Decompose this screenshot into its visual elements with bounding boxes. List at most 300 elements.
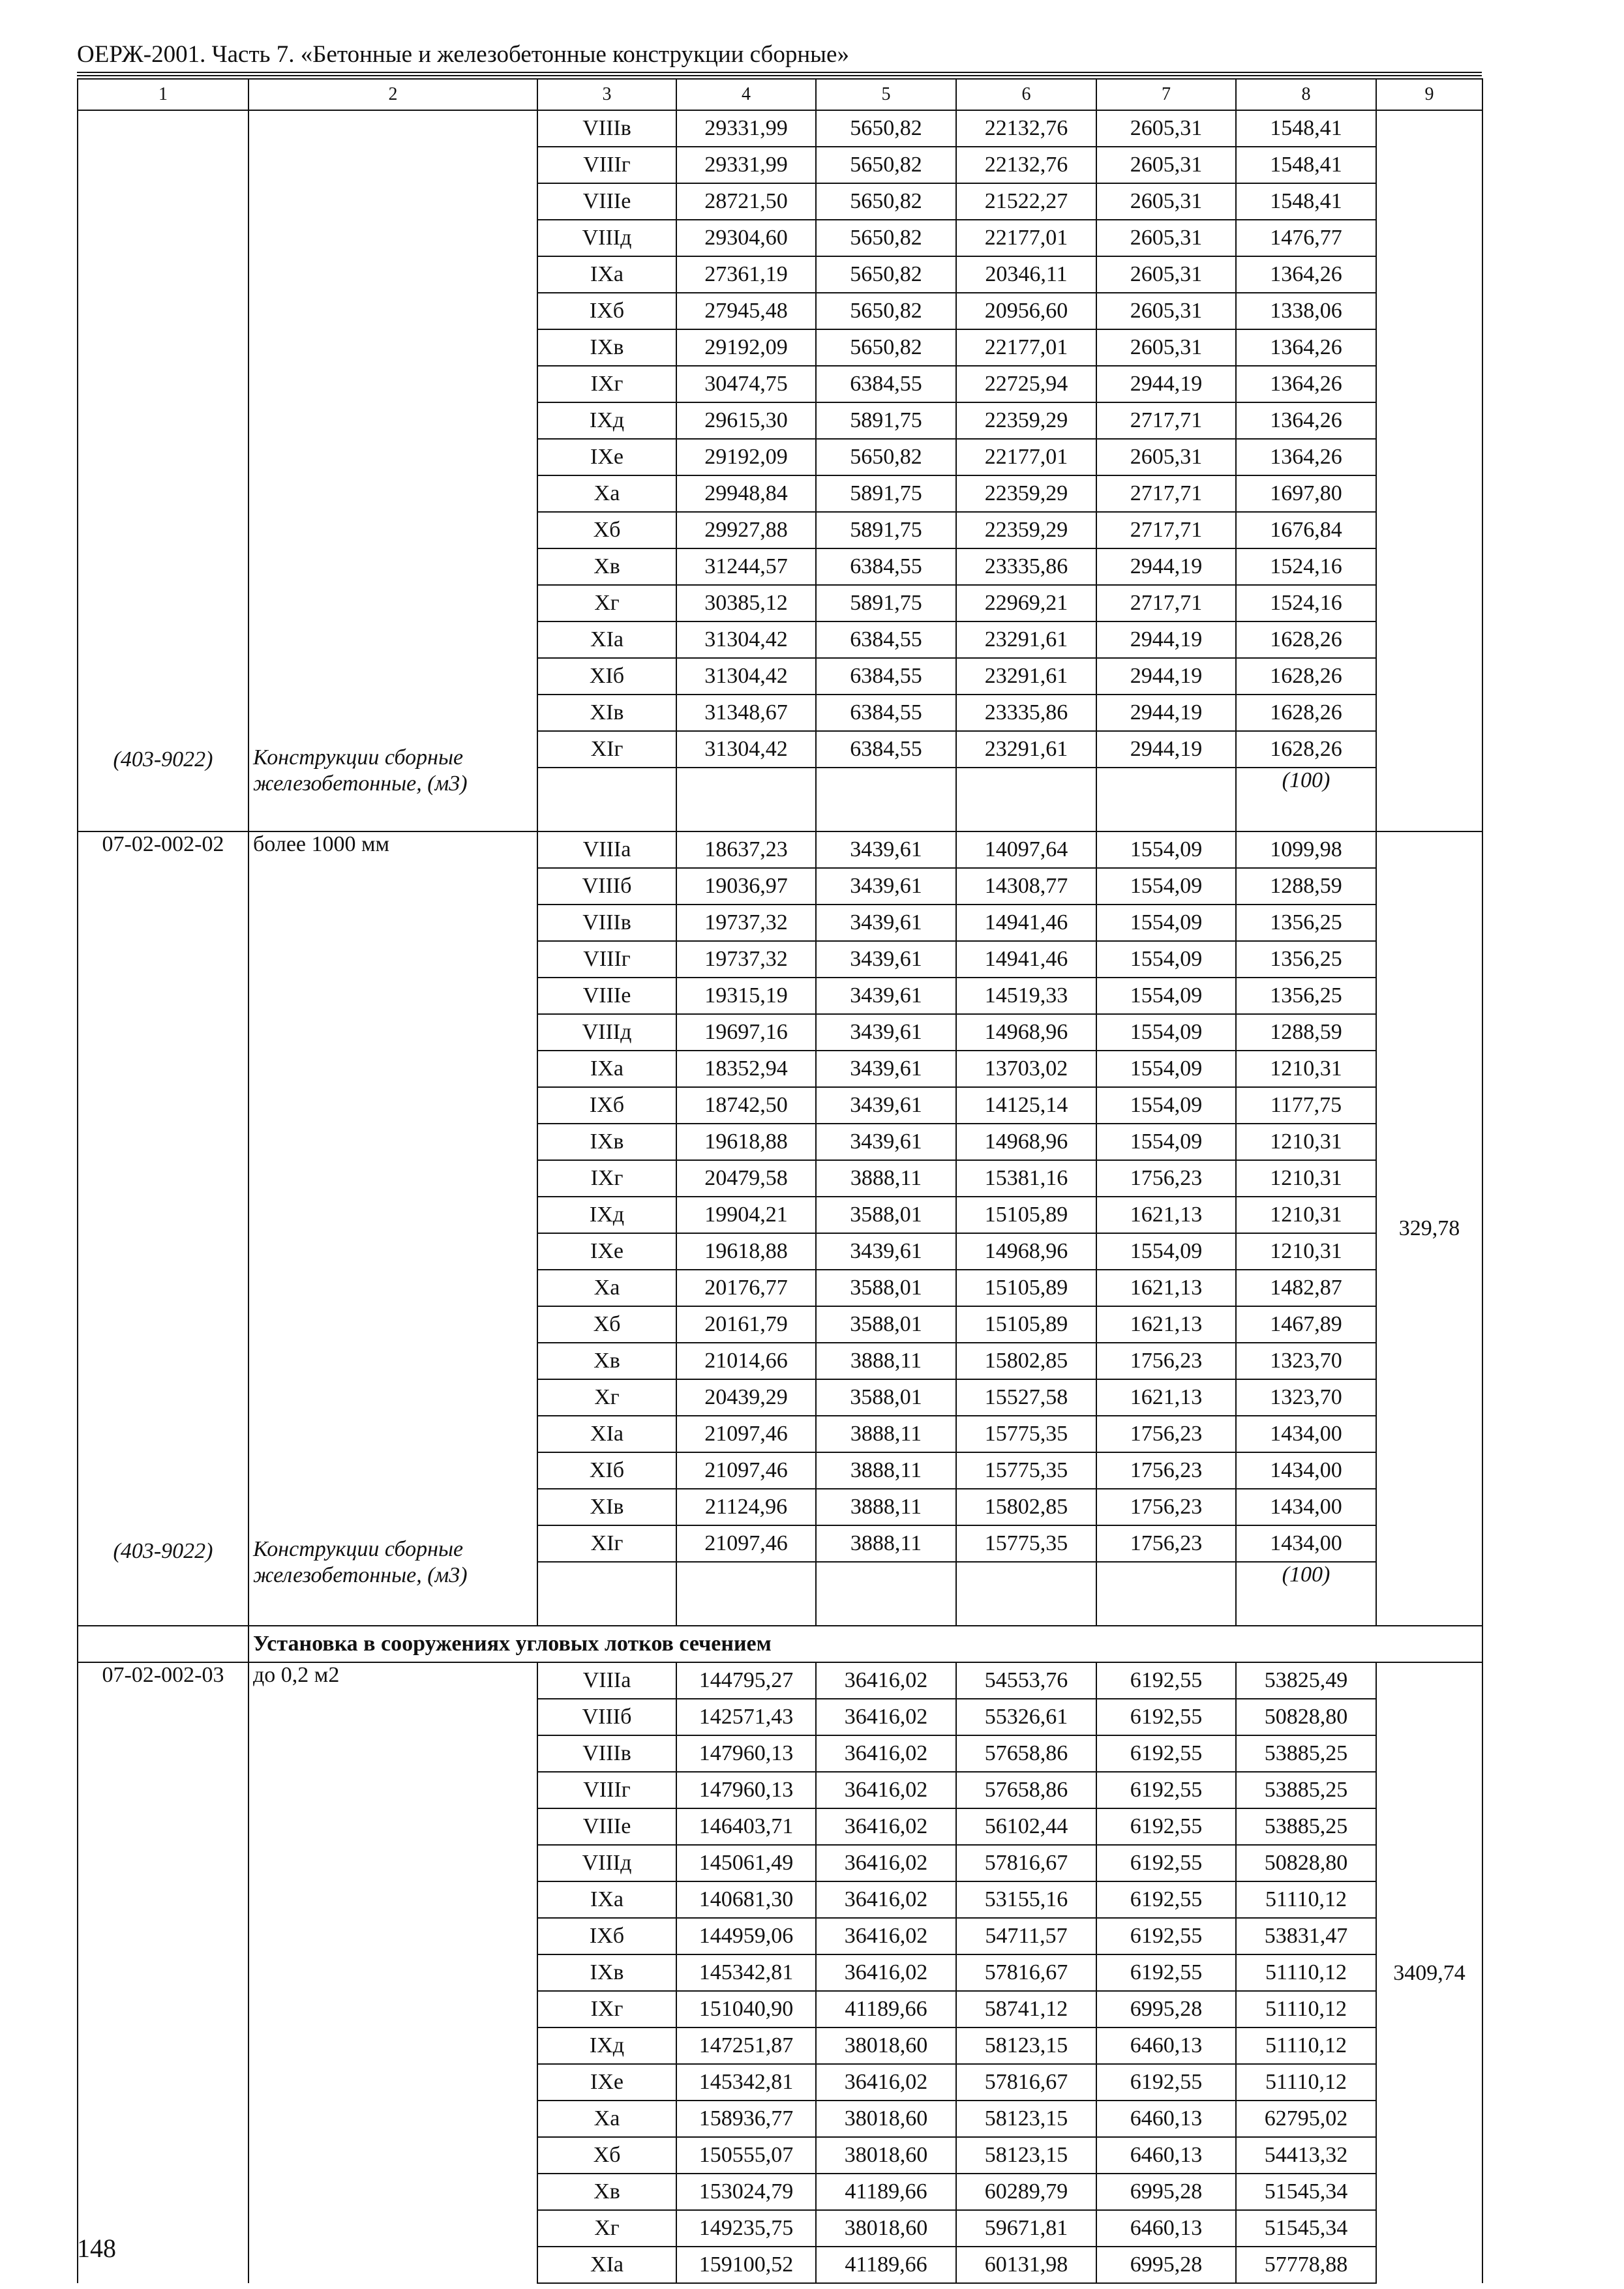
- header-rule-top: [77, 72, 1482, 73]
- cell-col5: 5650,82: [816, 329, 956, 366]
- cell-col7: 6192,55: [1096, 1735, 1236, 1772]
- table-row: [78, 831, 1482, 868]
- cell-col4: 29331,99: [676, 147, 816, 183]
- cell-col5: 6384,55: [816, 548, 956, 585]
- cell-col6: 60289,79: [956, 2174, 1096, 2210]
- cell-col6: 56102,44: [956, 1808, 1096, 1845]
- cell-col8: 1364,26: [1236, 329, 1376, 366]
- cell-col3: VIIIв: [537, 1735, 676, 1772]
- cell-col3: XIa: [537, 2247, 676, 2283]
- cell-col4: 140681,30: [676, 1881, 816, 1918]
- cell-col8: 1323,70: [1236, 1379, 1376, 1416]
- cell-col4: 144959,06: [676, 1918, 816, 1954]
- document-header: ОЕРЖ-2001. Часть 7. «Бетонные и железобетонные конструкции сборные»: [77, 41, 849, 68]
- table-row: [78, 1662, 1482, 1699]
- table-row: [78, 110, 1482, 147]
- cell-col6: 15775,35: [956, 1452, 1096, 1489]
- cell-col8: 1548,41: [1236, 183, 1376, 220]
- section-code-cell: [78, 1626, 248, 1662]
- cell-col6: 22969,21: [956, 585, 1096, 621]
- cell-col3: IXг: [537, 366, 676, 402]
- cell-col3: VIIIг: [537, 941, 676, 978]
- cell-col6: 22132,76: [956, 147, 1096, 183]
- cell-col8: 51545,34: [1236, 2174, 1376, 2210]
- cell-col3: IXe: [537, 439, 676, 475]
- cell-col6: 13703,02: [956, 1051, 1096, 1087]
- cell-col4: 145342,81: [676, 1954, 816, 1991]
- cell-col6: 59671,81: [956, 2210, 1096, 2247]
- cell-col7: 1554,09: [1096, 831, 1236, 868]
- cell-col6: 22725,94: [956, 366, 1096, 402]
- cell-col7: 1554,09: [1096, 868, 1236, 905]
- cell-col3: Xв: [537, 1343, 676, 1379]
- cell-col5: 36416,02: [816, 1772, 956, 1808]
- cell-col4: 21014,66: [676, 1343, 816, 1379]
- cell-col5: 3888,11: [816, 1343, 956, 1379]
- cell-col3: IXд: [537, 2027, 676, 2064]
- cell-col8: 53831,47: [1236, 1918, 1376, 1954]
- cell-col4: 29304,60: [676, 220, 816, 256]
- cell-col8: 1548,41: [1236, 110, 1376, 147]
- cell-col3: IXг: [537, 1991, 676, 2027]
- empty-cell: [816, 1562, 956, 1626]
- cell-col8: 1099,98: [1236, 831, 1376, 868]
- cell-col7: 2944,19: [1096, 658, 1236, 695]
- cell-col6: 22177,01: [956, 329, 1096, 366]
- cell-col8: 1210,31: [1236, 1160, 1376, 1197]
- cell-col6: 58123,15: [956, 2027, 1096, 2064]
- cell-col4: 19697,16: [676, 1014, 816, 1051]
- cell-col8: 1356,25: [1236, 905, 1376, 941]
- cell-col6: 15105,89: [956, 1306, 1096, 1343]
- cell-col5: 3588,01: [816, 1270, 956, 1306]
- cell-col8: 53885,25: [1236, 1772, 1376, 1808]
- cell-col7: 6192,55: [1096, 1699, 1236, 1735]
- cell-col5: 3888,11: [816, 1525, 956, 1562]
- cell-col5: 41189,66: [816, 2247, 956, 2283]
- cell-col3: VIIIe: [537, 1808, 676, 1845]
- cell-col4: 31304,42: [676, 658, 816, 695]
- cell-col4: 21097,46: [676, 1416, 816, 1452]
- cell-col3: IXб: [537, 293, 676, 329]
- cell-col4: 30474,75: [676, 366, 816, 402]
- cell-col8: 1288,59: [1236, 1014, 1376, 1051]
- cell-col3: Xб: [537, 1306, 676, 1343]
- cell-col4: 19904,21: [676, 1197, 816, 1233]
- cell-col6: 58123,15: [956, 2101, 1096, 2137]
- cell-col5: 5650,82: [816, 147, 956, 183]
- cell-col7: 1554,09: [1096, 1051, 1236, 1087]
- empty-cell: [1096, 1562, 1236, 1626]
- empty-cell: [1096, 768, 1236, 831]
- cell-col6: 15802,85: [956, 1489, 1096, 1525]
- column-9-value: 329,78: [1376, 831, 1482, 1626]
- cell-col7: 2605,31: [1096, 293, 1236, 329]
- cell-col6: 57658,86: [956, 1735, 1096, 1772]
- cell-col3: Xв: [537, 2174, 676, 2210]
- rate-name: [248, 110, 537, 831]
- cell-col4: 147960,13: [676, 1735, 816, 1772]
- cell-col4: 18352,94: [676, 1051, 816, 1087]
- column-number: 7: [1096, 79, 1236, 110]
- cell-col4: 153024,79: [676, 2174, 816, 2210]
- cell-col6: 54711,57: [956, 1918, 1096, 1954]
- cell-col3: Xб: [537, 512, 676, 548]
- cell-col5: 5891,75: [816, 585, 956, 621]
- cell-col8: 1210,31: [1236, 1233, 1376, 1270]
- cell-col3: VIIIд: [537, 1845, 676, 1881]
- cell-col8: 1697,80: [1236, 475, 1376, 512]
- cell-col3: IXв: [537, 1124, 676, 1160]
- cell-col7: 6460,13: [1096, 2027, 1236, 2064]
- cell-col5: 3888,11: [816, 1416, 956, 1452]
- column-number: 6: [956, 79, 1096, 110]
- cell-col4: 27945,48: [676, 293, 816, 329]
- cell-col6: 57658,86: [956, 1772, 1096, 1808]
- cell-col3: VIIIб: [537, 1699, 676, 1735]
- cell-col7: 2605,31: [1096, 220, 1236, 256]
- cell-col8: 62795,02: [1236, 2101, 1376, 2137]
- cell-col5: 5891,75: [816, 512, 956, 548]
- cell-col8: 1548,41: [1236, 147, 1376, 183]
- cell-col4: 30385,12: [676, 585, 816, 621]
- rate-code: 07-02-002-03: [78, 1662, 248, 2283]
- cell-col3: VIIIг: [537, 1772, 676, 1808]
- resource-note-unit: (100): [1236, 768, 1376, 831]
- cell-col7: 1621,13: [1096, 1197, 1236, 1233]
- cell-col4: 21124,96: [676, 1489, 816, 1525]
- cell-col3: XIв: [537, 1489, 676, 1525]
- cell-col4: 19737,32: [676, 941, 816, 978]
- cell-col4: 145342,81: [676, 2064, 816, 2101]
- cell-col5: 36416,02: [816, 1662, 956, 1699]
- cell-col5: 36416,02: [816, 1699, 956, 1735]
- cell-col6: 15802,85: [956, 1343, 1096, 1379]
- cell-col8: 1177,75: [1236, 1087, 1376, 1124]
- cell-col4: 20161,79: [676, 1306, 816, 1343]
- cell-col4: 29331,99: [676, 110, 816, 147]
- cell-col4: 145061,49: [676, 1845, 816, 1881]
- cell-col5: 3439,61: [816, 1233, 956, 1270]
- cell-col7: 2605,31: [1096, 256, 1236, 293]
- cell-col4: 28721,50: [676, 183, 816, 220]
- rates-table: [77, 78, 1483, 2284]
- cell-col5: 36416,02: [816, 2064, 956, 2101]
- cell-col7: 1554,09: [1096, 905, 1236, 941]
- cell-col7: 1756,23: [1096, 1525, 1236, 1562]
- cell-col6: 21522,27: [956, 183, 1096, 220]
- cell-col6: 22132,76: [956, 110, 1096, 147]
- cell-col6: 15105,89: [956, 1197, 1096, 1233]
- resource-note-code: (403-9022): [113, 1539, 213, 1563]
- cell-col7: 1756,23: [1096, 1160, 1236, 1197]
- cell-col7: 1621,13: [1096, 1306, 1236, 1343]
- cell-col4: 27361,19: [676, 256, 816, 293]
- cell-col6: 60131,98: [956, 2247, 1096, 2283]
- cell-col5: 6384,55: [816, 621, 956, 658]
- resource-note-unit: (100): [1236, 1562, 1376, 1626]
- cell-col7: 2605,31: [1096, 147, 1236, 183]
- cell-col6: 54553,76: [956, 1662, 1096, 1699]
- cell-col6: 57816,67: [956, 1845, 1096, 1881]
- cell-col3: VIIIe: [537, 978, 676, 1014]
- cell-col7: 2605,31: [1096, 110, 1236, 147]
- cell-col3: IXб: [537, 1918, 676, 1954]
- cell-col3: VIIIa: [537, 831, 676, 868]
- cell-col7: 2717,71: [1096, 475, 1236, 512]
- cell-col5: 41189,66: [816, 1991, 956, 2027]
- cell-col7: 1554,09: [1096, 1233, 1236, 1270]
- cell-col7: 1554,09: [1096, 941, 1236, 978]
- cell-col7: 2717,71: [1096, 402, 1236, 439]
- cell-col3: XIг: [537, 1525, 676, 1562]
- cell-col8: 1434,00: [1236, 1416, 1376, 1452]
- cell-col3: IXe: [537, 2064, 676, 2101]
- cell-col7: 1756,23: [1096, 1489, 1236, 1525]
- cell-col7: 1756,23: [1096, 1452, 1236, 1489]
- cell-col5: 3888,11: [816, 1489, 956, 1525]
- cell-col6: 22359,29: [956, 402, 1096, 439]
- cell-col5: 3439,61: [816, 831, 956, 868]
- cell-col7: 1554,09: [1096, 1014, 1236, 1051]
- cell-col6: 53155,16: [956, 1881, 1096, 1918]
- cell-col5: 3888,11: [816, 1452, 956, 1489]
- cell-col4: 146403,71: [676, 1808, 816, 1845]
- cell-col7: 6192,55: [1096, 1918, 1236, 1954]
- cell-col8: 1524,16: [1236, 548, 1376, 585]
- cell-col5: 5650,82: [816, 256, 956, 293]
- cell-col8: 1524,16: [1236, 585, 1376, 621]
- cell-col6: 23291,61: [956, 621, 1096, 658]
- cell-col5: 36416,02: [816, 1845, 956, 1881]
- cell-col8: 51110,12: [1236, 2064, 1376, 2101]
- cell-col6: 22177,01: [956, 220, 1096, 256]
- cell-col6: 23335,86: [956, 548, 1096, 585]
- cell-col5: 3439,61: [816, 1124, 956, 1160]
- cell-col7: 1554,09: [1096, 978, 1236, 1014]
- resource-note-name: Конструкции сборные железобетонные, (м3): [253, 745, 468, 796]
- rate-name: до 0,2 м2: [248, 1662, 537, 2283]
- cell-col4: 19036,97: [676, 868, 816, 905]
- cell-col4: 20176,77: [676, 1270, 816, 1306]
- cell-col8: 53825,49: [1236, 1662, 1376, 1699]
- cell-col4: 19618,88: [676, 1124, 816, 1160]
- cell-col4: 150555,07: [676, 2137, 816, 2174]
- cell-col7: 6192,55: [1096, 1662, 1236, 1699]
- cell-col6: 14519,33: [956, 978, 1096, 1014]
- page-number: 148: [77, 2234, 116, 2263]
- column-number: 3: [537, 79, 676, 110]
- cell-col7: 2944,19: [1096, 695, 1236, 731]
- cell-col4: 142571,43: [676, 1699, 816, 1735]
- cell-col8: 53885,25: [1236, 1808, 1376, 1845]
- cell-col3: VIIIд: [537, 220, 676, 256]
- cell-col5: 3439,61: [816, 905, 956, 941]
- cell-col3: XIг: [537, 731, 676, 768]
- cell-col4: 29192,09: [676, 439, 816, 475]
- cell-col7: 1554,09: [1096, 1124, 1236, 1160]
- cell-col7: 6995,28: [1096, 2247, 1236, 2283]
- cell-col6: 14941,46: [956, 941, 1096, 978]
- cell-col5: 5650,82: [816, 220, 956, 256]
- cell-col5: 6384,55: [816, 695, 956, 731]
- cell-col6: 20956,60: [956, 293, 1096, 329]
- cell-col5: 38018,60: [816, 2137, 956, 2174]
- cell-col3: IXд: [537, 1197, 676, 1233]
- cell-col3: VIIIe: [537, 183, 676, 220]
- cell-col7: 1621,13: [1096, 1379, 1236, 1416]
- cell-col3: IXб: [537, 1087, 676, 1124]
- cell-col4: 20479,58: [676, 1160, 816, 1197]
- cell-col6: 14968,96: [956, 1233, 1096, 1270]
- cell-col7: 6460,13: [1096, 2210, 1236, 2247]
- cell-col7: 6460,13: [1096, 2101, 1236, 2137]
- cell-col6: 57816,67: [956, 2064, 1096, 2101]
- cell-col4: 18742,50: [676, 1087, 816, 1124]
- rate-name: [248, 831, 537, 1626]
- cell-col4: 29927,88: [676, 512, 816, 548]
- cell-col3: Xa: [537, 2101, 676, 2137]
- cell-col5: 38018,60: [816, 2210, 956, 2247]
- cell-col7: 6192,55: [1096, 1772, 1236, 1808]
- cell-col6: 23291,61: [956, 658, 1096, 695]
- cell-col4: 158936,77: [676, 2101, 816, 2137]
- cell-col5: 36416,02: [816, 1954, 956, 1991]
- cell-col7: 6995,28: [1096, 1991, 1236, 2027]
- cell-col7: 2944,19: [1096, 548, 1236, 585]
- cell-col8: 1434,00: [1236, 1489, 1376, 1525]
- cell-col8: 51110,12: [1236, 1991, 1376, 2027]
- cell-col3: IXe: [537, 1233, 676, 1270]
- column-number: 9: [1376, 79, 1482, 110]
- cell-col4: 149235,75: [676, 2210, 816, 2247]
- cell-col3: XIб: [537, 1452, 676, 1489]
- column-number: 8: [1236, 79, 1376, 110]
- cell-col6: 22359,29: [956, 512, 1096, 548]
- empty-cell: [956, 768, 1096, 831]
- column-9-value: [1376, 110, 1482, 831]
- cell-col8: 51110,12: [1236, 2027, 1376, 2064]
- cell-col4: 144795,27: [676, 1662, 816, 1699]
- cell-col6: 23291,61: [956, 731, 1096, 768]
- cell-col6: 23335,86: [956, 695, 1096, 731]
- cell-col7: 2605,31: [1096, 439, 1236, 475]
- cell-col8: 1467,89: [1236, 1306, 1376, 1343]
- cell-col3: IXг: [537, 1160, 676, 1197]
- cell-col5: 5650,82: [816, 183, 956, 220]
- resource-note-code: (403-9022): [113, 747, 213, 771]
- section-title-row: [78, 1626, 1482, 1662]
- cell-col5: 6384,55: [816, 658, 956, 695]
- cell-col7: 6192,55: [1096, 1881, 1236, 1918]
- section-title: Установка в сооружениях угловых лотков сечением: [248, 1626, 1482, 1662]
- cell-col8: 53885,25: [1236, 1735, 1376, 1772]
- cell-col4: 31304,42: [676, 621, 816, 658]
- cell-col3: Xa: [537, 1270, 676, 1306]
- cell-col4: 18637,23: [676, 831, 816, 868]
- cell-col8: 1364,26: [1236, 366, 1376, 402]
- cell-col3: XIв: [537, 695, 676, 731]
- column-number: 1: [78, 79, 248, 110]
- cell-col6: 15775,35: [956, 1416, 1096, 1452]
- cell-col6: 20346,11: [956, 256, 1096, 293]
- cell-col6: 15105,89: [956, 1270, 1096, 1306]
- cell-col4: 31304,42: [676, 731, 816, 768]
- cell-col5: 5891,75: [816, 475, 956, 512]
- cell-col3: IXд: [537, 402, 676, 439]
- cell-col6: 14941,46: [956, 905, 1096, 941]
- cell-col5: 3588,01: [816, 1197, 956, 1233]
- cell-col5: 3439,61: [816, 978, 956, 1014]
- cell-col3: Xв: [537, 548, 676, 585]
- cell-col6: 58741,12: [956, 1991, 1096, 2027]
- column-number: 4: [676, 79, 816, 110]
- cell-col7: 2944,19: [1096, 366, 1236, 402]
- cell-col7: 1756,23: [1096, 1343, 1236, 1379]
- cell-col5: 3439,61: [816, 1087, 956, 1124]
- column-number-row: [78, 79, 1482, 110]
- cell-col4: 147251,87: [676, 2027, 816, 2064]
- empty-cell: [676, 768, 816, 831]
- cell-col3: IXв: [537, 329, 676, 366]
- cell-col4: 29192,09: [676, 329, 816, 366]
- cell-col7: 6995,28: [1096, 2174, 1236, 2210]
- cell-col5: 3439,61: [816, 1051, 956, 1087]
- cell-col4: 31244,57: [676, 548, 816, 585]
- cell-col8: 1210,31: [1236, 1124, 1376, 1160]
- cell-col5: 3588,01: [816, 1306, 956, 1343]
- cell-col8: 50828,80: [1236, 1845, 1376, 1881]
- cell-col5: 3439,61: [816, 868, 956, 905]
- cell-col3: VIIIв: [537, 110, 676, 147]
- cell-col4: 147960,13: [676, 1772, 816, 1808]
- header-rule-bottom: [77, 75, 1482, 76]
- cell-col5: 36416,02: [816, 1808, 956, 1845]
- cell-col6: 22359,29: [956, 475, 1096, 512]
- cell-col5: 3888,11: [816, 1160, 956, 1197]
- rate-code-text: [82, 111, 244, 745]
- rate-code: [78, 110, 248, 831]
- cell-col5: 6384,55: [816, 366, 956, 402]
- cell-col8: 1476,77: [1236, 220, 1376, 256]
- cell-col4: 21097,46: [676, 1525, 816, 1562]
- cell-col8: 1210,31: [1236, 1051, 1376, 1087]
- cell-col4: 19737,32: [676, 905, 816, 941]
- cell-col7: 2944,19: [1096, 621, 1236, 658]
- cell-col5: 41189,66: [816, 2174, 956, 2210]
- cell-col6: 58123,15: [956, 2137, 1096, 2174]
- cell-col5: 5650,82: [816, 439, 956, 475]
- cell-col7: 2944,19: [1096, 731, 1236, 768]
- cell-col8: 50828,80: [1236, 1699, 1376, 1735]
- cell-col8: 1288,59: [1236, 868, 1376, 905]
- cell-col5: 5891,75: [816, 402, 956, 439]
- cell-col8: 51110,12: [1236, 1954, 1376, 1991]
- cell-col5: 5650,82: [816, 110, 956, 147]
- cell-col8: 1628,26: [1236, 658, 1376, 695]
- cell-col3: Xб: [537, 2137, 676, 2174]
- empty-cell: [956, 1562, 1096, 1626]
- cell-col8: 1482,87: [1236, 1270, 1376, 1306]
- resource-note-name: Конструкции сборные железобетонные, (м3): [253, 1537, 468, 1587]
- cell-col7: 6192,55: [1096, 1954, 1236, 1991]
- cell-col8: 1434,00: [1236, 1452, 1376, 1489]
- cell-col4: 19618,88: [676, 1233, 816, 1270]
- cell-col8: 1628,26: [1236, 621, 1376, 658]
- cell-col8: 51545,34: [1236, 2210, 1376, 2247]
- cell-col6: 55326,61: [956, 1699, 1096, 1735]
- cell-col7: 2605,31: [1096, 183, 1236, 220]
